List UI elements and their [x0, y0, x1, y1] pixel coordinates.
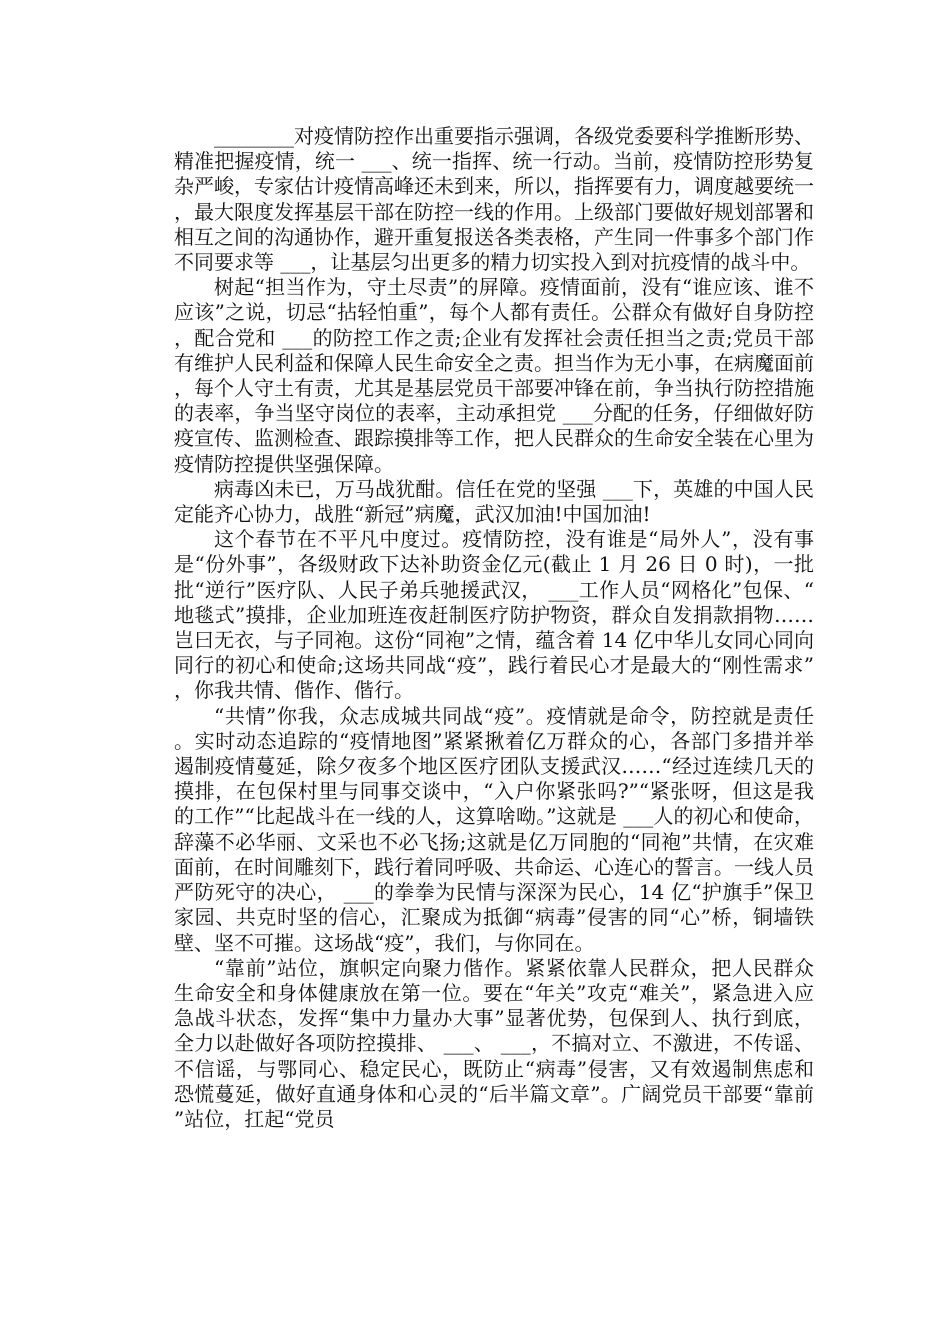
document-body	[174, 124, 814, 1132]
paragraph-1: ________对疫情防控作出重要指示强调，各级党委要科学推断形势、精准把握疫情，统一 ___、统一指挥、统一行动。当前，疫情防控形势复杂严峻，专家估计疫情高峰还未到来，所以，指挥要有力，调度越要统一，最大限度发挥基层干部在防控一线的作用。上级部门要做好规划部署和相互之间的沟通协作，避开重复报送各类表格，产生同一件事多个部门作不同要求等 ___，让基层匀出更多的精力切实投入到对抗疫情的战斗中。	[174, 124, 814, 275]
paragraph-6: “靠前”站位，旗帜定向聚力偕作。紧紧依靠人民群众，把人民群众生命安全和身体健康放在第一位。要在“年关”攻克“难关”，紧急进入应急战斗状态，发挥“集中力量办大事”显著优势，包保到人、执行到底，全力以赴做好各项防控摸排、 ___、 ___，不搞对立、不激进，不传谣、不信谣，与鄂同心、稳定民心，既防止“病毒”侵害，又有效遏制焦虑和恐慌蔓延，做好直通身体和心灵的“后半篇文章”。广阔党员干部要“靠前”站位，扛起“党员	[174, 955, 814, 1131]
paragraph-5: “共情”你我，众志成城共同战“疫”。疫情就是命令，防控就是责任。实时动态追踪的“疫情地图”紧紧揪着亿万群众的心，各部门多措并举遏制疫情蔓延，除夕夜多个地区医疗团队支援武汉……“经过连续几天的摸排，在包保村里与同事交谈中，“入户你紧张吗?”“紧张呀，但这是我的工作”“比起战斗在一线的人，这算啥呦。”这就是 ___人的初心和使命，辞藻不必华丽、文采也不必飞扬;这就是亿万同胞的“同袍”共情，在灾难面前，在时间雕刻下，践行着同呼吸、共命运、心连心的誓言。一线人员严防死守的决心， ___的拳拳为民情与深深为民心，14 亿“护旗手”保卫家园、共克时坚的信心，汇聚成为抵御“病毒”侵害的同“心”桥，铜墙铁壁、坚不可摧。这场战“疫”，我们，与你同在。	[174, 703, 814, 955]
paragraph-2: 树起“担当作为，守土尽责”的屏障。疫情面前，没有“谁应该、谁不应该”之说，切忌“拈轻怕重”，每个人都有责任。公群众有做好自身防控，配合党和 ___的防控工作之责;企业有发挥社会责任担当之责;党员干部有维护人民利益和保障人民生命安全之责。担当作为无小事，在病魔面前，每个人守土有责，尤其是基层党员干部要冲锋在前，争当执行防控措施的表率，争当坚守岗位的表率，主动承担党 ___分配的任务，仔细做好防疫宣传、监测检查、跟踪摸排等工作，把人民群众的生命安全装在心里为疫情防控提供坚强保障。	[174, 275, 814, 476]
paragraph-4: 这个春节在不平凡中度过。疫情防控，没有谁是“局外人”，没有事是“份外事”，各级财政下达补助资金亿元(截止 1 月 26 日 0 时)，一批批“逆行”医疗队、人民子弟兵驰援武汉， ___工作人员“网格化”包保、“地毯式”摸排，企业加班连夜赶制医疗防护物资，群众自发捐款捐物……岂曰无衣，与子同袍。这份“同袍”之情，蕴含着 14 亿中华儿女同心同向同行的初心和使命;这场共同战“疫”，践行着民心才是最大的“刚性需求”，你我共情、偕作、偕行。	[174, 527, 814, 703]
paragraph-3: 病毒凶未已，万马战犹酣。信任在党的坚强 ___下，英雄的中国人民定能齐心协力，战胜“新冠”病魔，武汉加油!中国加油!	[174, 476, 814, 527]
